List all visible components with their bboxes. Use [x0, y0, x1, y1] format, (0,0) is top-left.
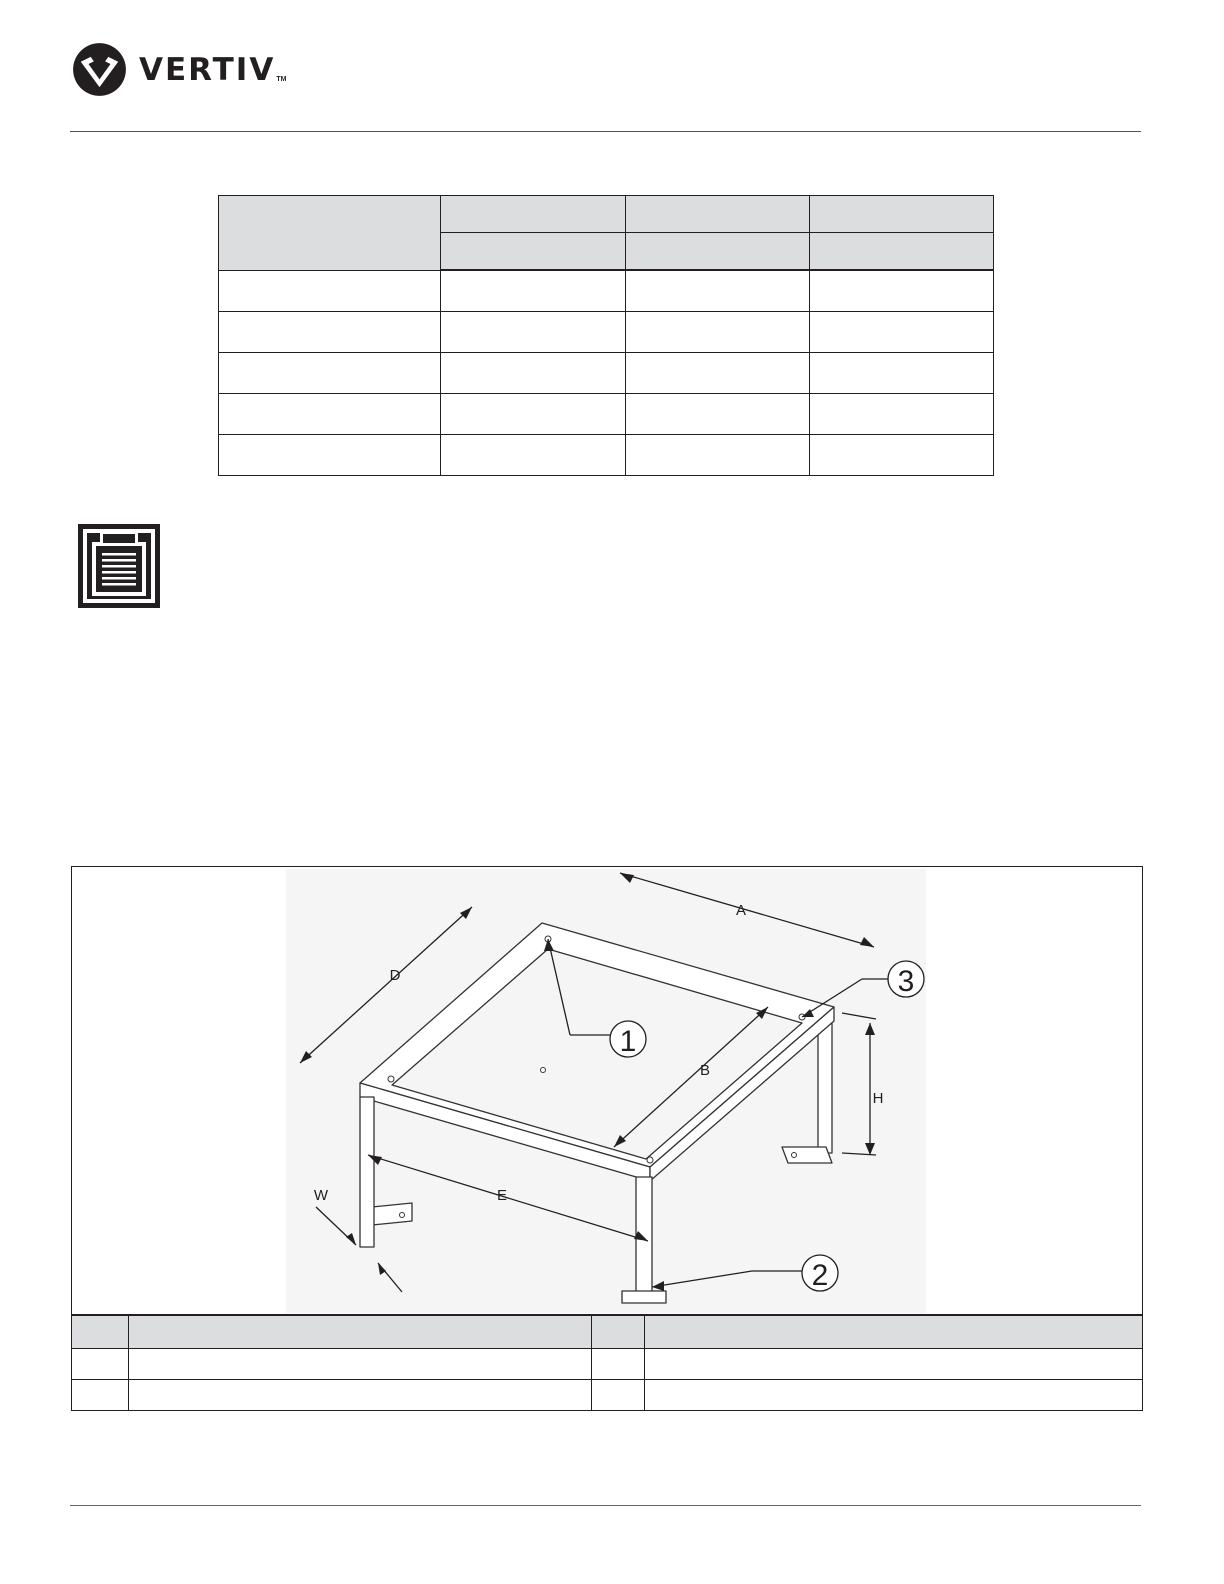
floor-stand-drawing	[72, 867, 1142, 1315]
legend-cell	[645, 1380, 1143, 1411]
legend-header-cell	[129, 1315, 592, 1349]
table-cell	[810, 435, 994, 476]
legend-cell	[592, 1349, 645, 1380]
table-cell	[626, 270, 810, 312]
callout-1: 1	[619, 1025, 637, 1058]
table-header-cell	[810, 196, 994, 233]
table-cell	[626, 394, 810, 435]
trademark-mark: TM	[276, 76, 287, 83]
legend-header-cell	[592, 1315, 645, 1349]
legend-cell	[592, 1380, 645, 1411]
table-cell	[219, 394, 441, 435]
dimension-label-d: D	[389, 967, 401, 984]
table-cell	[810, 312, 994, 353]
table-header-cell	[626, 196, 810, 233]
callout-2: 2	[811, 1259, 829, 1292]
legend-cell	[129, 1349, 592, 1380]
table-cell	[219, 435, 441, 476]
table-cell	[626, 353, 810, 394]
legend-cell	[72, 1380, 129, 1411]
table-cell	[441, 435, 626, 476]
dimensions-table	[218, 195, 994, 476]
vertiv-logo	[72, 42, 286, 97]
table-row	[219, 353, 994, 394]
dimension-label-h: H	[872, 1090, 884, 1107]
table-cell	[441, 353, 626, 394]
legend-cell	[645, 1349, 1143, 1380]
legend-header-row	[72, 1315, 1143, 1349]
vertiv-logo-icon	[72, 42, 127, 97]
dimension-label-e: E	[496, 1187, 508, 1204]
table-header-cell	[441, 233, 626, 271]
table-row	[219, 394, 994, 435]
table-header-cell	[626, 233, 810, 271]
table-cell	[219, 312, 441, 353]
figure-legend-table	[71, 1314, 1143, 1411]
table-cell	[810, 394, 994, 435]
legend-cell	[72, 1349, 129, 1380]
floor-stand-figure	[71, 866, 1143, 1315]
table-cell	[810, 353, 994, 394]
table-header-row	[219, 196, 994, 233]
table-cell	[219, 353, 441, 394]
table-header-cell	[219, 196, 441, 271]
footer-rule	[70, 1505, 1141, 1506]
legend-row	[72, 1380, 1143, 1411]
dimension-label-a: A	[735, 902, 747, 919]
legend-cell	[129, 1380, 592, 1411]
legend-row	[72, 1349, 1143, 1380]
table-header-cell	[810, 233, 994, 271]
dimension-label-w: W	[313, 1187, 329, 1204]
table-cell	[441, 394, 626, 435]
dimension-label-b: B	[699, 1062, 711, 1079]
callout-3: 3	[897, 965, 915, 998]
table-cell	[441, 270, 626, 312]
table-row	[219, 312, 994, 353]
table-cell	[626, 435, 810, 476]
table-cell	[626, 312, 810, 353]
header-rule	[70, 131, 1141, 132]
table-cell	[219, 270, 441, 312]
table-cell	[810, 270, 994, 312]
table-row	[219, 435, 994, 476]
legend-header-cell	[645, 1315, 1143, 1349]
table-header-cell	[441, 196, 626, 233]
legend-header-cell	[72, 1315, 129, 1349]
table-cell	[441, 312, 626, 353]
note-clipboard-icon	[78, 524, 160, 608]
table-row	[219, 270, 994, 312]
brand-name: VERTIV	[139, 51, 276, 88]
